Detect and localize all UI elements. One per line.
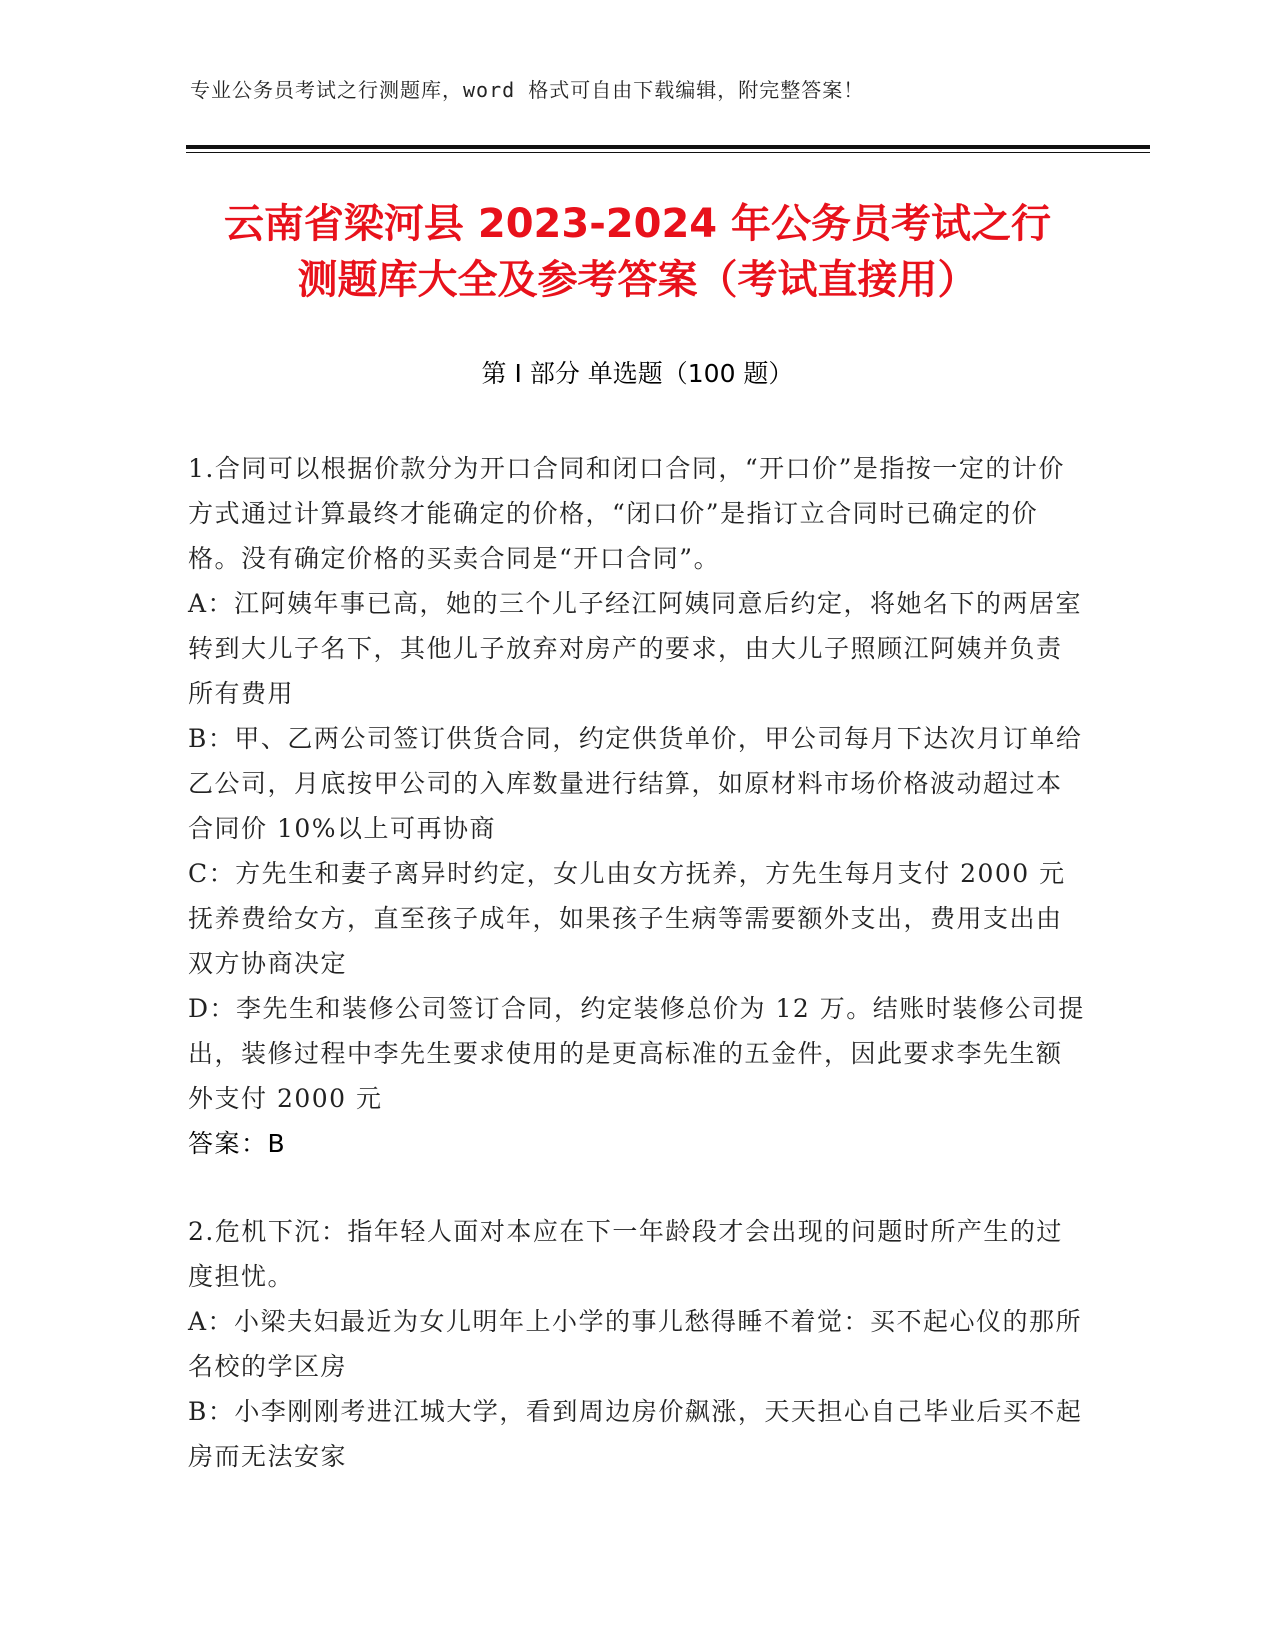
option-c: C：方先生和妻子离异时约定，女儿由女方抚养，方先生每月支付 2000 元抚养费给女方，直至孩子成年，如果孩子生病等需要额外支出，费用支出由双方协商决定 bbox=[188, 859, 1066, 978]
question-1 bbox=[188, 446, 1088, 1166]
title-line-1: 云南省梁河县 2023-2024 年公务员考试之行 bbox=[223, 201, 1052, 247]
answer-line: 答案：B bbox=[188, 1129, 287, 1158]
title-line-2: 测题库大全及参考答案（考试直接用） bbox=[297, 257, 978, 303]
header-note: 专业公务员考试之行测题库，word 格式可自由下载编辑，附完整答案！ bbox=[190, 78, 865, 102]
option-b: B：小李刚刚考进江城大学，看到周边房价飙涨，天天担心自己毕业后买不起房而无法安家 bbox=[188, 1397, 1083, 1471]
question-stem: 2.危机下沉：指年轻人面对本应在下一年龄段才会出现的问题时所产生的过度担忧。 bbox=[188, 1217, 1063, 1291]
option-d: D：李先生和装修公司签订合同，约定装修总价为 12 万。结账时装修公司提出，装修过程中李先生要求使用的是更高标准的五金件，因此要求李先生额外支付 2000 元 bbox=[188, 994, 1085, 1113]
question-2 bbox=[188, 1209, 1088, 1479]
header-rule-thick bbox=[186, 145, 1150, 149]
question-list bbox=[188, 446, 1088, 1522]
header-rule-thin bbox=[186, 152, 1150, 153]
section-heading: 第 I 部分 单选题（100 题） bbox=[481, 359, 794, 388]
option-b: B：甲、乙两公司签订供货合同，约定供货单价，甲公司每月下达次月订单给乙公司，月底按甲公司的入库数量进行结算，如原材料市场价格波动超过本合同价 10%以上可再协商 bbox=[188, 724, 1083, 843]
option-a: A：江阿姨年事已高，她的三个儿子经江阿姨同意后约定，将她名下的两居室转到大儿子名下，其他儿子放弃对房产的要求，由大儿子照顾江阿姨并负责所有费用 bbox=[188, 589, 1083, 708]
question-stem: 1.合同可以根据价款分为开口合同和闭口合同，“开口价”是指按一定的计价方式通过计算最终才能确定的价格，“闭口价”是指订立合同时已确定的价格。没有确定价格的买卖合同是“开口合同”。 bbox=[188, 454, 1065, 573]
option-a: A：小梁夫妇最近为女儿明年上小学的事儿愁得睡不着觉：买不起心仪的那所名校的学区房 bbox=[188, 1307, 1083, 1381]
document-title bbox=[140, 196, 1135, 308]
